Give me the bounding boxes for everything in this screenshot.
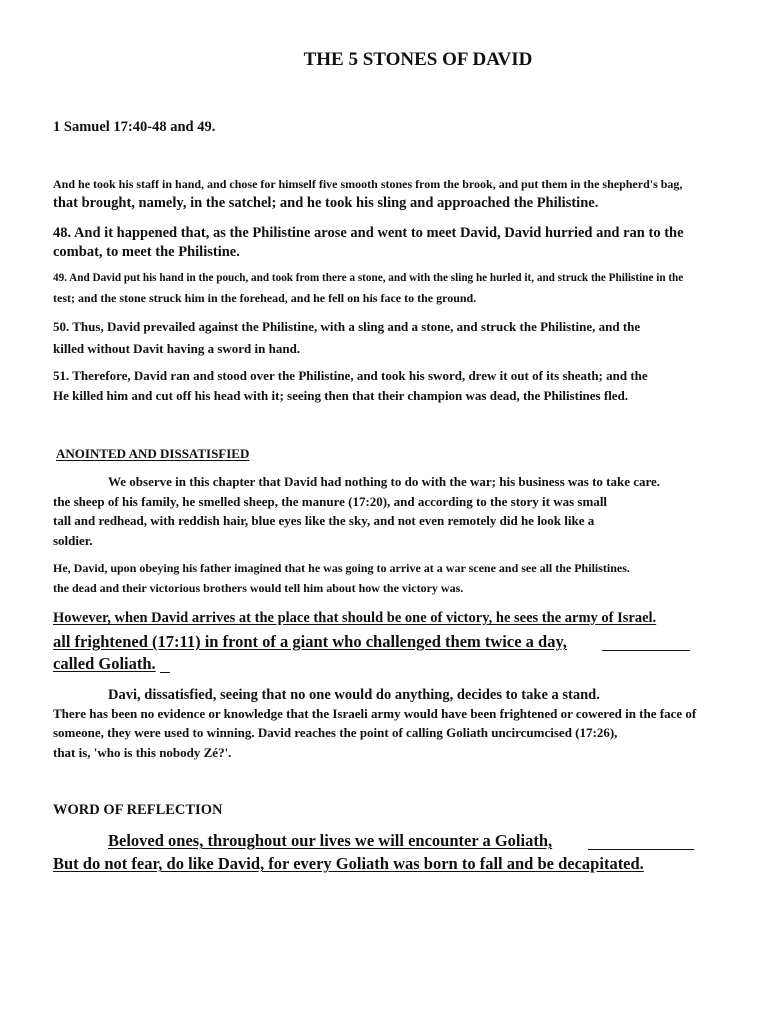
paragraph-1-line-1: We observe in this chapter that David had nothing to do with the war; his business was to take care. — [108, 474, 661, 489]
paragraph-1-line-3: tall and redhead, with reddish hair, blue eyes like the sky, and not even remotely did he look like a — [53, 513, 595, 528]
verse-49-line-2: test; and the stone struck him in the forehead, and he fell on his face to the ground. — [53, 291, 477, 305]
document-title: THE 5 STONES OF DAVID — [303, 49, 533, 70]
paragraph-3-line-3: called Goliath. — [53, 654, 156, 673]
verse-40-line-1: And he took his staff in hand, and chose for himself five smooth stones from the brook, and put them in the shepherd's bag, — [53, 177, 683, 191]
section-heading-anointed: ANOINTED AND DISSATISFIED — [56, 446, 250, 461]
verse-50-line-1: 50. Thus, David prevailed against the Philistine, with a sling and a stone, and struck the Philistine, and the — [53, 319, 641, 334]
verse-51-line-1: 51. Therefore, David ran and stood over the Philistine, and took his sword, drew it out of its sheath; and the — [53, 368, 648, 383]
verse-40-line-2: that brought, namely, in the satchel; and he took his sling and approached the Philistine. — [53, 195, 599, 211]
verse-50-line-2: killed without Davit having a sword in hand. — [53, 341, 301, 356]
paragraph-4-line-4: that is, 'who is this nobody Zé?'. — [53, 745, 232, 760]
paragraph-1-line-2: the sheep of his family, he smelled sheep, the manure (17:20), and according to the story it was small — [53, 494, 608, 509]
paragraph-4-line-1: Davi, dissatisfied, seeing that no one would do anything, decides to take a stand. — [108, 687, 600, 703]
verse-51-line-2: He killed him and cut off his head with it; seeing then that their champion was dead, the Philistines fled. — [53, 388, 629, 403]
paragraph-3-line-2: all frightened (17:11) in front of a giant who challenged them twice a day, — [53, 632, 567, 651]
underline-rule — [160, 672, 170, 673]
verse-49-line-1: 49. And David put his hand in the pouch, and took from there a stone, and with the sling he hurled it, and struck the Philistine in the — [53, 272, 684, 284]
reflection-line-2: But do not fear, do like David, for every Goliath was born to fall and be decapitated. — [53, 854, 644, 873]
scripture-reference: 1 Samuel 17:40-48 and 49. — [53, 119, 216, 135]
paragraph-4-line-2: There has been no evidence or knowledge that the Israeli army would have been frightened or cowered in the face of — [53, 706, 697, 721]
verse-48-line-1: 48. And it happened that, as the Philistine arose and went to meet David, David hurried and ran to the — [53, 225, 684, 241]
paragraph-4-line-3: someone, they were used to winning. David reaches the point of calling Goliath uncircumcised (17:26), — [53, 725, 618, 740]
paragraph-3-line-1: However, when David arrives at the place that should be one of victory, he sees the army of Israel. — [53, 610, 657, 626]
paragraph-2-line-1: He, David, upon obeying his father imagined that he was going to arrive at a war scene and see all the Philistines. — [53, 561, 630, 575]
reflection-line-1: Beloved ones, throughout our lives we will encounter a Goliath, — [108, 831, 553, 850]
underline-rule — [588, 849, 694, 850]
paragraph-1-line-4: soldier. — [53, 533, 93, 548]
underline-rule — [602, 650, 690, 651]
verse-48-line-2: combat, to meet the Philistine. — [53, 244, 240, 260]
section-heading-reflection: WORD OF REFLECTION — [53, 802, 223, 818]
paragraph-2-line-2: the dead and their victorious brothers would tell him about how the victory was. — [53, 581, 464, 595]
